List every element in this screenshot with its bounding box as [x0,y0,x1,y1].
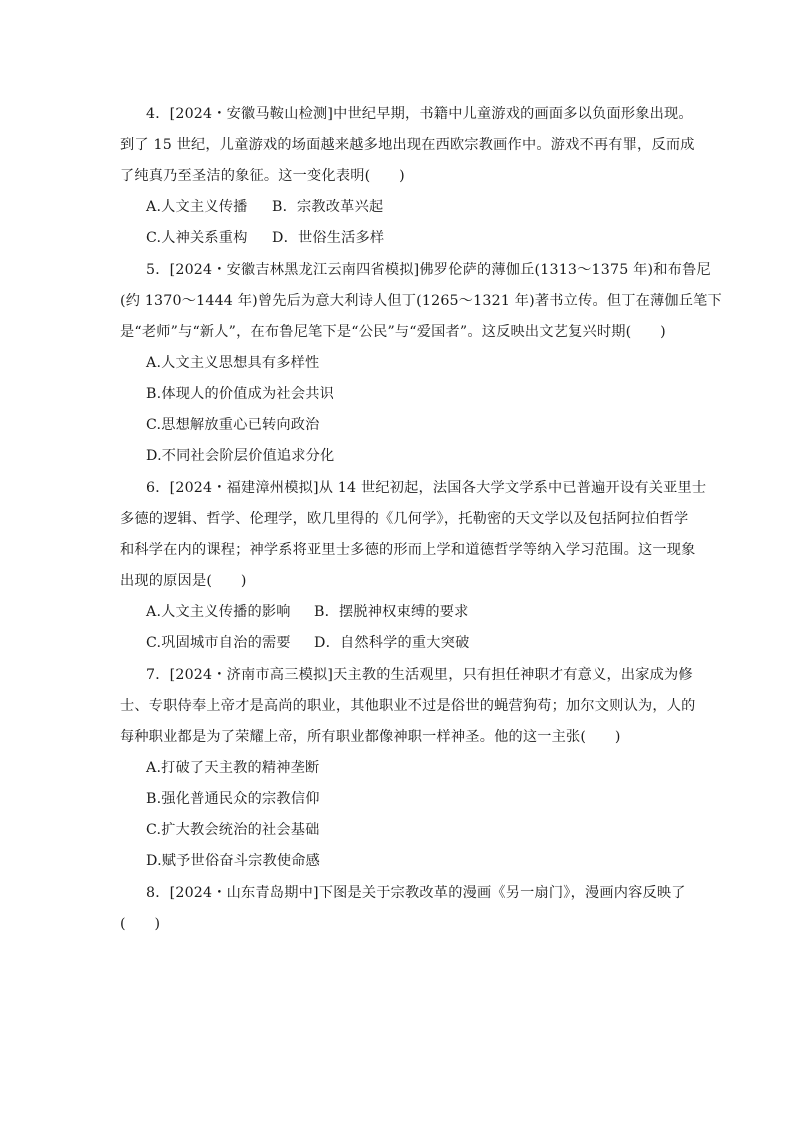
option-row [146,602,706,622]
question-stem-line: 出现的原因是( ) [120,573,247,589]
option-c[interactable]: C.人神关系重构 [146,230,248,246]
option-b[interactable]: B.强化普通民众的宗教信仰 [146,791,320,807]
option-row [146,197,706,217]
option-d[interactable]: D.赋予世俗奋斗宗教使命感 [146,853,321,869]
option-row [146,633,706,653]
option-b[interactable]: B.体现人的价值成为社会共识 [146,386,334,402]
option-d[interactable]: D.不同社会阶层价值追求分化 [146,448,335,464]
question-stem-line: ( ) [120,916,161,932]
question-stem-line: 多德的逻辑、哲学、伦理学，欧几里得的《几何学》，托勒密的天文学以及包括阿拉伯哲学 [120,511,689,527]
option-c[interactable]: C.思想解放重心已转向政治 [146,417,320,433]
option-row [146,228,706,248]
option-a[interactable]: A.打破了天主教的精神垄断 [146,760,320,776]
option-b[interactable]: B．摆脱神权束缚的要求 [314,604,469,620]
option-d[interactable]: D．世俗生活多样 [272,230,385,246]
question-stem-line: 到了 15 世纪，儿童游戏的场面越来越多地出现在西欧宗教画作中。游戏不再有罪，反而成 [120,137,695,153]
question-stem-line: 7．[2024・济南市高三模拟]天主教的生活观里，只有担任神职才有意义，出家成为修 [146,667,693,683]
question-stem-line: 5．[2024・安徽吉林黑龙江云南四省模拟]佛罗伦萨的薄伽丘(1313～1375 年)和布鲁尼 [146,262,711,278]
question-stem-line: 了纯真乃至圣洁的象征。这一变化表明( ) [120,168,405,184]
question-stem-line: 和科学在内的课程；神学系将亚里士多德的形而上学和道德哲学等纳入学习范围。这一现象 [120,542,696,558]
option-c[interactable]: C.扩大教会统治的社会基础 [146,822,320,838]
option-d[interactable]: D．自然科学的重大突破 [314,635,470,651]
option-b[interactable]: B．宗教改革兴起 [272,199,384,215]
question-stem-line: 4．[2024・安徽马鞍山检测]中世纪早期，书籍中儿童游戏的画面多以负面形象出现。 [146,106,693,122]
option-a[interactable]: A.人文主义思想具有多样性 [146,355,320,371]
option-a[interactable]: A.人文主义传播 [146,199,248,215]
question-stem-line: 6．[2024・福建漳州模拟]从 14 世纪初起，法国各大学文学系中已普遍开设有关亚里士 [146,480,707,496]
question-stem-line: 是“老师”与“新人”，在布鲁尼笔下是“公民”与“爱国者”。这反映出文艺复兴时期( ) [120,324,666,340]
option-a[interactable]: A.人文主义传播的影响 [146,604,291,620]
question-stem-line: 士、专职侍奉上帝才是高尚的职业，其他职业不过是俗世的蝇营狗苟；加尔文则认为，人的 [120,698,696,714]
question-stem-line: 8．[2024・山东青岛期中]下图是关于宗教改革的漫画《另一扇门》，漫画内容反映了 [146,885,686,901]
question-stem-line: 每种职业都是为了荣耀上帝，所有职业都像神职一样神圣。他的这一主张( ) [120,729,621,745]
option-c[interactable]: C.巩固城市自治的需要 [146,635,291,651]
question-stem-line: (约 1370～1444 年)曾先后为意大利诗人但丁(1265～1321 年)著书立传。但丁在薄伽丘笔下 [120,293,722,309]
